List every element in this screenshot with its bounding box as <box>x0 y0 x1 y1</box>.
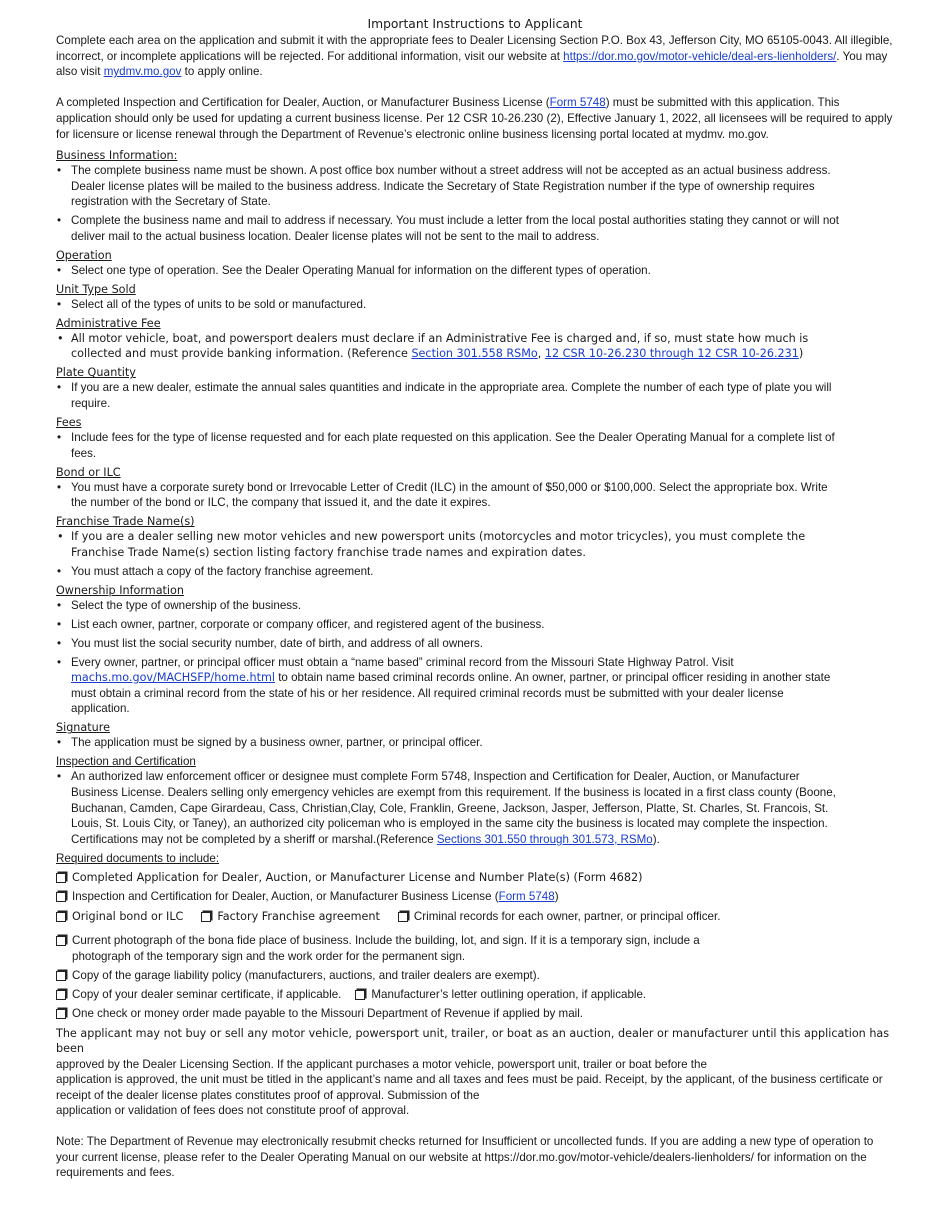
checklist-item-manufacturer-letter[interactable]: Manufacturer’s letter outlining operation, if applicable. <box>355 987 646 1003</box>
website-link[interactable]: https://dor.mo.gov/motor-vehicle/deal-ers-lienholders/ <box>563 49 837 63</box>
checkbox-icon[interactable] <box>56 936 66 946</box>
heading-bond: Bond or ILC <box>56 465 121 479</box>
intro-paragraph-2: A completed Inspection and Certification for Dealer, Auction, or Manufacturer Business License (Form 5748) must be submitted with this application. This application should only be used for updating a current business license. Per 12 CSR 10-26.230 (2), Effective January 1, 2022, all licensees will be required to apply for licensure or license renewal through the Department of Revenue’s electronic online business licensing portal located at mydmv. mo.gov. <box>56 96 893 141</box>
list-item: • An authorized law enforcement officer or designee must complete Form 5748, Inspection and Certification for Dealer, Auction, or Manufacturer Business License. Dealers selling only emergency vehicles are exempt from this requirement. If the business is located in a first class county (Boone, Buchanan, Camden, Cape Girardeau, Cass, Christian,Clay, Cole, Franklin, Greene, Jackson, Jasper, Jefferson, Platte, St. Charles, St. Francois, St. Louis, St. Louis City, or Taney), an authorized city policeman who is employed in the same city the business is located may complete the inspection. Certifications may not be completed by a sheriff or marshal.(Reference Sections 301.550 through 301.573, RSMo). <box>56 769 843 847</box>
list-item: • If you are a dealer selling new motor vehicles and new powersport units (motorcycles and motor tricycles), you must complete the Franchise Trade Name(s) section listing factory franchise trade names and expiration dates. <box>56 529 843 560</box>
intro-paragraph-1: Complete each area on the application and submit it with the appropriate fees to Dealer Licensing Section P.O. Box 43, Jefferson City, MO 65105-0043. All illegible, incorrect, or incomplete applications will be rejected. For additional information, visit our website at https://dor.mo.gov/motor-vehicle/deal-ers-lienholders/. You may also visit mydmv.mo.gov to apply online. <box>56 34 893 79</box>
fees-list <box>56 430 896 461</box>
franchise-list <box>56 529 896 579</box>
signature-list <box>56 735 896 751</box>
plate-list <box>56 380 896 411</box>
bond-list <box>56 480 896 511</box>
checklist-item-franchise[interactable]: Factory Franchise agreement <box>201 909 380 925</box>
heading-required-documents: Required documents to include: <box>56 851 220 865</box>
heading-inspection: Inspection and Certification <box>56 755 196 769</box>
sections-301-550-link[interactable]: Sections 301.550 through 301.573, RSMo <box>436 832 653 846</box>
heading-plate-quantity: Plate Quantity <box>56 366 136 380</box>
heading-signature: Signature <box>56 721 110 735</box>
checklist-item-check[interactable]: One check or money order made payable to the Missouri Department of Revenue if applied by mail. <box>56 1006 896 1022</box>
checkbox-icon[interactable] <box>56 892 66 902</box>
checklist-item-bond[interactable]: Original bond or ILC <box>56 909 183 925</box>
form-5748-link-2[interactable]: Form 5748 <box>498 889 555 903</box>
business-list <box>56 163 896 244</box>
heading-business-information: Business Information: <box>56 149 178 163</box>
list-item: • You must have a corporate surety bond or Irrevocable Letter of Credit (ILC) in the amount of $50,000 or $100,000. Select the appropriate box. Write the number of the bond or ILC, the company that issued it, and the date it expires. <box>56 480 843 511</box>
form-5748-link[interactable]: Form 5748 <box>549 96 606 110</box>
checkbox-icon[interactable] <box>56 1009 66 1019</box>
list-item: • The application must be signed by a business owner, partner, or principal officer. <box>56 735 843 751</box>
list-item: • You must list the social security number, date of birth, and address of all owners. <box>56 636 843 652</box>
content <box>56 33 896 1181</box>
checklist-item-photograph[interactable]: Current photograph of the bona fide place of business. Include the building, lot, and sign. If it is a temporary sign, include a photograph of the temporary sign and the work order for the permanent sign. <box>56 933 752 964</box>
list-item: • You must attach a copy of the factory franchise agreement. <box>56 564 843 580</box>
checklist-item-seminar[interactable]: Copy of your dealer seminar certificate, if applicable. <box>56 987 341 1003</box>
list-item: • The complete business name must be shown. A post office box number without a street address will not be accepted as an actual business address. Dealer license plates will be mailed to the business address. Indicate the Secretary of State Registration number if the type of ownership requires registration with the Secretary of State. <box>56 163 843 210</box>
machs-link[interactable]: machs.mo.gov/MACHSFP/home.html <box>71 671 275 685</box>
checkbox-icon[interactable] <box>56 912 66 922</box>
heading-ownership: Ownership Information <box>56 583 184 597</box>
operation-list <box>56 263 896 279</box>
heading-fees: Fees <box>56 416 82 430</box>
checkbox-icon[interactable] <box>56 971 66 981</box>
checklist-item-criminal-records[interactable]: Criminal records for each owner, partner, or principal officer. <box>398 909 721 925</box>
checklist-row <box>56 987 896 1006</box>
list-item: • Include fees for the type of license requested and for each plate requested on this application. See the Dealer Operating Manual for a complete list of fees. <box>56 430 843 461</box>
checkbox-icon[interactable] <box>56 873 66 883</box>
checklist-item-inspection[interactable]: Inspection and Certification for Dealer, Auction, or Manufacturer Business License (Form 5748) <box>56 889 896 905</box>
list-item: • If you are a new dealer, estimate the annual sales quantities and indicate in the appropriate area. Complete the number of each type of plate you will require. <box>56 380 843 411</box>
list-item: • Select one type of operation. See the Dealer Operating Manual for information on the different types of operation. <box>56 263 843 279</box>
list-item: • All motor vehicle, boat, and powersport dealers must declare if an Administrative Fee is charged and, if so, must state how much is collected and must provide banking information. (Reference Section 301.558 RSMo, 12 CSR 10-26.230 through 12 CSR 10-26.231) <box>56 331 843 362</box>
checkbox-icon[interactable] <box>355 990 365 1000</box>
checklist-item-garage-liability[interactable]: Copy of the garage liability policy (manufacturers, auctions, and trailer dealers are exempt). <box>56 968 896 984</box>
unit-list <box>56 297 896 313</box>
csr-link[interactable]: 12 CSR 10-26.230 through 12 CSR 10-26.231 <box>544 347 799 361</box>
heading-admin-fee: Administrative Fee <box>56 316 161 330</box>
admin-list <box>56 331 896 362</box>
heading-unit-type: Unit Type Sold <box>56 282 136 296</box>
ownership-list <box>56 598 896 717</box>
checklist-item-application[interactable]: Completed Application for Dealer, Auction, or Manufacturer License and Number Plate(s) (Form 4682) <box>56 870 896 886</box>
list-item: • List each owner, partner, corporate or company officer, and registered agent of the business. <box>56 617 843 633</box>
heading-franchise: Franchise Trade Name(s) <box>56 515 195 529</box>
inspection-list <box>56 769 896 847</box>
heading-operation: Operation <box>56 248 112 262</box>
list-item: • Complete the business name and mail to address if necessary. You must include a letter from the local postal authorities stating they cannot or will not deliver mail to the actual business location. Dealer license plates will not be sent to the mail to address. <box>56 213 843 244</box>
page-title: Important Instructions to Applicant <box>367 17 583 31</box>
list-item: • Every owner, partner, or principal officer must obtain a “name based” criminal record from the Missouri State Highway Patrol. Visit machs.mo.gov/MACHSFP/home.html to obtain name based criminal records online. An owner, partner, or principal officer residing in another state must obtain a criminal record from the state of his or her residence. All required criminal records must be submitted with your dealer license application. <box>56 655 843 717</box>
list-item: • Select the type of ownership of the business. <box>56 598 843 614</box>
list-item: • Select all of the types of units to be sold or manufactured. <box>56 297 843 313</box>
note-paragraph: Note: The Department of Revenue may electronically resubmit checks returned for Insufficient or uncollected funds. If you are adding a new type of operation to your current license, please refer to the Dealer Operating Manual on our website at https://dor.mo.gov/motor-vehicle/dealers-lienholders/ for information on the requirements and fees. <box>56 1135 874 1180</box>
checkbox-icon[interactable] <box>201 912 211 922</box>
section-301-558-link[interactable]: Section 301.558 RSMo <box>411 347 538 361</box>
approval-paragraph: The applicant may not buy or sell any motor vehicle, powersport unit, trailer, or boat as an auction, dealer or manufacturer until this application has been approved by the Dealer Licensing Section. If the applicant purchases a motor vehicle, powersport unit, trailer or boat before the application is approved, the unit must be titled in the applicant’s name and all taxes and fees must be paid. Receipt, by the applicant, of the business certificate or receipt of the dealer license plates constitutes proof of approval. Submission of the application or validation of fees does not constitute proof of approval. <box>56 1026 890 1118</box>
mydmv-link[interactable]: mydmv.mo.gov <box>103 65 182 79</box>
checkbox-icon[interactable] <box>398 912 408 922</box>
checkbox-icon[interactable] <box>56 990 66 1000</box>
checklist-row <box>56 909 896 928</box>
